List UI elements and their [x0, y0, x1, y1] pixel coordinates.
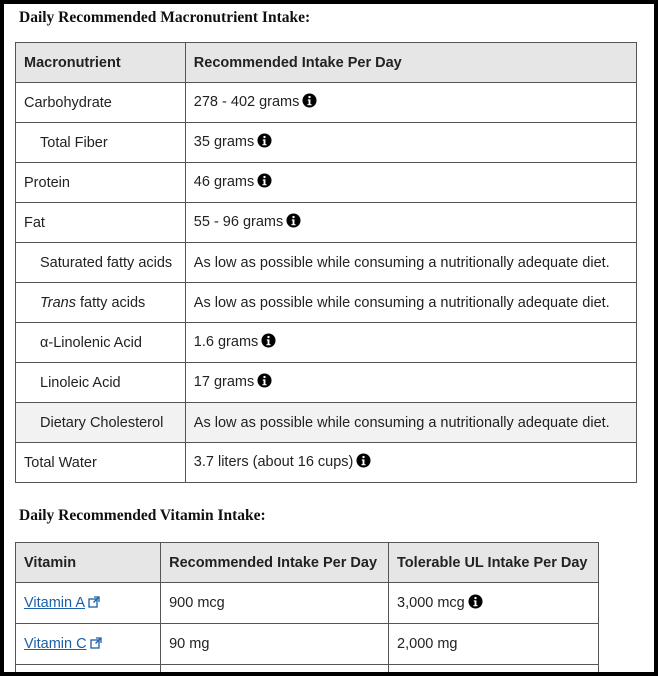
vitamin-name-cell [16, 583, 161, 624]
table-row [16, 123, 637, 163]
vitamin-c-link[interactable] [24, 636, 87, 652]
table-row [16, 403, 637, 443]
column-header-intake: Recommended Intake Per Day [185, 43, 636, 83]
info-circle-icon[interactable] [257, 133, 272, 152]
nutrient-value-cell [185, 323, 636, 363]
nutrient-value: As low as possible while consuming a nutritionally adequate diet. [185, 403, 636, 443]
column-header-vitamin: Vitamin [16, 543, 161, 583]
table-header-row [16, 43, 637, 83]
nutrient-value: 3.7 liters (about 16 cups) [193, 454, 354, 470]
vitamin-section-title: Daily Recommended Vitamin Intake: [19, 507, 266, 524]
nutrient-name: Total Water [16, 443, 186, 483]
table-cell-empty [389, 665, 599, 676]
nutrient-value: 17 grams [193, 374, 255, 390]
table-row [16, 283, 637, 323]
vitamin-table [15, 542, 599, 676]
info-circle-icon[interactable] [257, 173, 272, 192]
nutrient-value-cell [185, 443, 636, 483]
macro-section-title: Daily Recommended Macronutrient Intake: [19, 9, 311, 26]
table-row [16, 83, 637, 123]
vitamin-intake: 90 mg [161, 624, 389, 665]
info-circle-icon[interactable] [302, 93, 317, 112]
vitamin-name: Vitamin A [24, 594, 85, 611]
nutrient-value: As low as possible while consuming a nutritionally adequate diet. [185, 283, 636, 323]
nutrient-name: Dietary Cholesterol [16, 403, 186, 443]
nutrient-name: Total Fiber [16, 123, 186, 163]
table-row [16, 163, 637, 203]
nutrient-value: 55 - 96 grams [193, 214, 284, 230]
nutrient-value: 1.6 grams [193, 334, 259, 350]
table-row [16, 363, 637, 403]
info-circle-icon[interactable] [286, 213, 301, 232]
macronutrient-table [15, 42, 637, 483]
nutrient-name-rest: fatty acids [76, 294, 146, 311]
nutrient-value: 46 grams [193, 174, 255, 190]
nutrient-name: Linoleic Acid [16, 363, 186, 403]
nutrient-name: α-Linolenic Acid [16, 323, 186, 363]
nutrient-value-cell [185, 363, 636, 403]
table-cell-empty [161, 665, 389, 676]
nutrient-value-cell [185, 123, 636, 163]
vitamin-name: Vitamin C [24, 635, 87, 652]
table-cell-empty [16, 665, 161, 676]
nutrient-value-cell [185, 163, 636, 203]
vitamin-ul: 3,000 mcg [397, 594, 465, 611]
table-row [16, 624, 599, 665]
nutrient-name [16, 283, 186, 323]
nutrient-value: 278 - 402 grams [193, 94, 300, 110]
column-header-intake: Recommended Intake Per Day [161, 543, 389, 583]
info-circle-icon[interactable] [261, 333, 276, 352]
vitamin-name-cell [16, 624, 161, 665]
vitamin-a-link[interactable] [24, 595, 85, 611]
nutrient-name: Saturated fatty acids [16, 243, 186, 283]
vitamin-ul: 2,000 mg [389, 624, 599, 665]
info-circle-icon[interactable] [257, 373, 272, 392]
column-header-macronutrient: Macronutrient [16, 43, 186, 83]
table-row [16, 323, 637, 363]
table-row [16, 443, 637, 483]
vitamin-intake: 900 mcg [161, 583, 389, 624]
nutrient-value: 35 grams [193, 134, 255, 150]
nutrient-value-cell [185, 203, 636, 243]
info-circle-icon[interactable] [468, 594, 483, 613]
external-link-icon[interactable] [90, 637, 102, 653]
table-header-row [16, 543, 599, 583]
table-row [16, 665, 599, 676]
column-header-ul: Tolerable UL Intake Per Day [389, 543, 599, 583]
table-row [16, 203, 637, 243]
info-circle-icon[interactable] [356, 453, 371, 472]
nutrient-name-italic: Trans [40, 294, 76, 311]
table-row [16, 583, 599, 624]
nutrient-name: Carbohydrate [16, 83, 186, 123]
nutrient-value: As low as possible while consuming a nutritionally adequate diet. [185, 243, 636, 283]
external-link-icon[interactable] [88, 596, 100, 612]
nutrient-name: Fat [16, 203, 186, 243]
table-row [16, 243, 637, 283]
vitamin-ul-cell [389, 583, 599, 624]
nutrient-name: Protein [16, 163, 186, 203]
nutrient-value-cell [185, 83, 636, 123]
